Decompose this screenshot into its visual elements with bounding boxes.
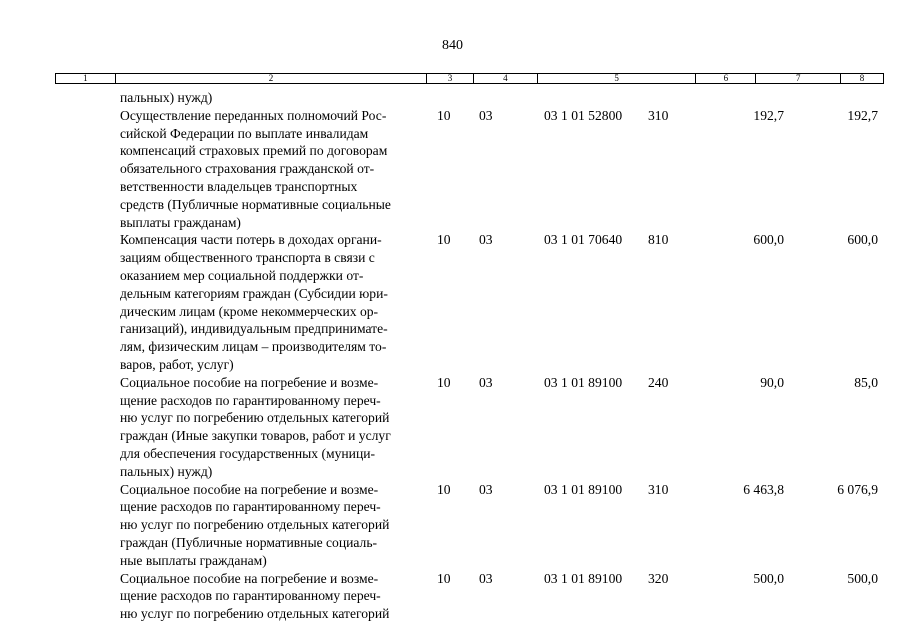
table-row — [0, 107, 905, 232]
expense-type-code: 810 — [648, 232, 669, 248]
description-line: ганизаций), индивидуальным предпринимате- — [120, 321, 388, 337]
amount-year-1: 90,0 — [760, 374, 784, 390]
description-line: щение расходов по гарантированному переч- — [120, 392, 381, 408]
header-col-4: 4 — [474, 74, 538, 83]
table-row — [0, 570, 905, 623]
amount-year-1: 6 463,8 — [743, 481, 784, 497]
amount-year-2: 192,7 — [847, 107, 878, 123]
description-line: компенсаций страховых премий по договорам — [120, 143, 388, 159]
amount-year-2: 85,0 — [854, 374, 878, 390]
amount-year-2: 6 076,9 — [837, 481, 878, 497]
expense-type-code: 310 — [648, 107, 669, 123]
target-article-code: 03 1 01 89100 — [544, 570, 623, 586]
expense-type-code: 310 — [648, 481, 669, 497]
description-line: для обеспечения государственных (муници- — [120, 445, 376, 461]
description-line: средств (Публичные нормативные социальные — [120, 196, 391, 212]
amount-year-2: 500,0 — [847, 570, 878, 586]
description-line: Компенсация части потерь в доходах органи- — [120, 232, 382, 248]
header-col-2: 2 — [116, 74, 427, 83]
description-line: граждан (Публичные нормативные социаль- — [120, 534, 378, 550]
table-header — [55, 73, 884, 84]
description-line: Социальное пособие на погребение и возме- — [120, 570, 379, 586]
description-line: пальных) нужд) — [120, 90, 213, 105]
subsection-code: 03 — [479, 107, 493, 123]
description-line: щение расходов по гарантированному переч- — [120, 588, 381, 604]
description-line: Социальное пособие на погребение и возме- — [120, 481, 379, 497]
section-code: 10 — [437, 481, 451, 497]
amount-year-1: 600,0 — [753, 232, 784, 248]
description-line: выплаты гражданам) — [120, 214, 241, 230]
description-line: Осуществление переданных полномочий Рос- — [120, 107, 387, 123]
table-row — [0, 481, 905, 570]
header-col-1: 1 — [56, 74, 116, 83]
description-line: дельным категориям граждан (Субсидии юри- — [120, 285, 388, 301]
amount-year-1: 192,7 — [753, 107, 784, 123]
description-line: щение расходов по гарантированному переч- — [120, 499, 381, 515]
subsection-code: 03 — [479, 481, 493, 497]
target-article-code: 03 1 01 89100 — [544, 374, 623, 390]
description-line: варов, работ, услуг) — [120, 356, 234, 372]
table-row — [0, 231, 905, 373]
expense-type-code: 240 — [648, 374, 669, 390]
description-line: оказанием мер социальной поддержки от- — [120, 267, 364, 283]
section-code: 10 — [437, 232, 451, 248]
description-line: дическим лицам (кроме некоммерческих ор- — [120, 303, 379, 319]
description-line: лям, физическим лицам – производителям то- — [120, 339, 387, 355]
section-code: 10 — [437, 570, 451, 586]
section-code: 10 — [437, 107, 451, 123]
header-col-5: 5 — [538, 74, 697, 83]
description-line: ные выплаты гражданам) — [120, 552, 267, 568]
subsection-code: 03 — [479, 570, 493, 586]
amount-year-1: 500,0 — [753, 570, 784, 586]
continuation-row — [0, 89, 905, 107]
description-line: ню услуг по погребению отдельных категорий — [120, 517, 390, 533]
description-line: ню услуг по погребению отдельных категорий — [120, 606, 390, 622]
description-line: зациям общественного транспорта в связи с — [120, 250, 375, 266]
header-col-8: 8 — [859, 73, 865, 83]
target-article-code: 03 1 01 52800 — [544, 107, 623, 123]
description-line: ветственности владельцев транспортных — [120, 178, 358, 194]
description-line: обязательного страхования гражданской от- — [120, 161, 375, 177]
description-line: сийской Федерации по выплате инвалидам — [120, 125, 369, 141]
target-article-code: 03 1 01 89100 — [544, 481, 623, 497]
description-line: граждан (Иные закупки товаров, работ и услуг — [120, 428, 391, 444]
description-line: ню услуг по погребению отдельных категорий — [120, 410, 390, 426]
section-code: 10 — [437, 374, 451, 390]
subsection-code: 03 — [479, 374, 493, 390]
header-col-3: 3 — [427, 74, 474, 83]
description-line: Социальное пособие на погребение и возме- — [120, 374, 379, 390]
header-col-7: 7 — [756, 74, 841, 83]
amount-year-2: 600,0 — [847, 232, 878, 248]
expense-type-code: 320 — [648, 570, 669, 586]
header-col-6: 6 — [696, 74, 756, 83]
description-line: пальных) нужд) — [120, 463, 213, 479]
target-article-code: 03 1 01 70640 — [544, 232, 623, 248]
table-body — [0, 89, 905, 623]
subsection-code: 03 — [479, 232, 493, 248]
page-number: 840 — [442, 38, 463, 53]
table-row — [0, 374, 905, 481]
